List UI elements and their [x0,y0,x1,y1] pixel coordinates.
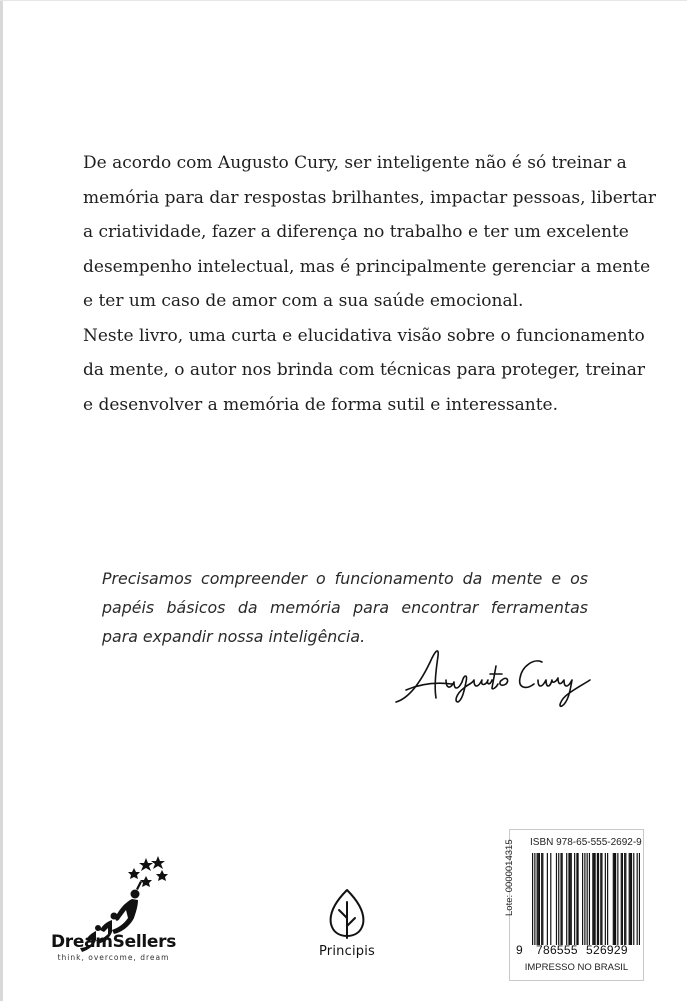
barcode-bar [538,853,539,945]
barcode-bar [622,853,623,945]
synopsis-line: De acordo com Augusto Cury, ser inteligente não é só treinar a [83,153,627,173]
barcode-bar [613,853,614,945]
barcode-bar [592,853,593,945]
synopsis-line: e desenvolver a memória de forma sutil e interessante. [83,394,558,415]
barcode-bar [629,853,630,945]
barcode-bar [547,853,548,945]
quote-line: papéis básicos da memória para encontrar ferramentas [102,598,588,617]
principis-leaf-icon [325,888,369,940]
barcode-bar [614,853,615,945]
barcode-bar [615,853,616,945]
barcode-bar [624,853,625,945]
isbn-barcode [504,829,644,981]
barcode-bar [566,853,567,945]
synopsis-line: da mente, o autor nos brinda com técnicas para proteger, treinar [83,360,646,380]
barcode-bar [539,853,540,945]
isbn-number: ISBN 978-65-555-2692-9 [530,837,642,848]
barcode-bar [605,853,606,945]
barcode-bar [542,853,543,945]
barcode-bar [607,853,608,945]
barcode-bar [568,853,569,945]
barcode-digits-left: 786555 [536,943,578,957]
synopsis-line: a criatividade, fazer a diferença no trabalho e ter um excelente [83,222,629,242]
barcode-bar [562,853,563,945]
barcode-bar [600,853,601,945]
quote-line: Precisamos compreender o funcionamento da mente e os [102,569,588,588]
printed-in-brazil: IMPRESSO NO BRASIL [524,962,629,973]
lot-number: Lote: 0000014315 [504,839,515,916]
barcode-bar [537,853,538,945]
barcode-bar [576,853,577,945]
barcode-bar [532,853,533,945]
barcode-bar [570,853,571,945]
barcode-bar [560,853,561,945]
barcode-digits-right: 526929 [586,943,628,957]
barcode-bar [637,853,638,945]
barcode-bar [617,853,618,945]
barcode-bar [541,853,542,945]
barcode-bar [556,853,557,945]
dreamsellers-name: DreamSellers [50,932,177,952]
barcode-bar [593,853,594,945]
principis-name: Principis [318,944,375,959]
barcode-bar [577,853,578,945]
synopsis-line: desempenho intelectual, mas é principalmente gerenciar a mente [83,256,651,277]
author-signature [392,640,597,710]
barcode-bar [630,853,631,945]
barcode-digit-first: 9 [516,943,523,957]
author-quote [102,564,588,651]
barcode-bar [584,853,585,945]
synopsis-line: Neste livro, uma curta e elucidativa visão sobre o funcionamento [83,325,645,346]
barcode-bar [574,853,575,945]
synopsis-text [83,146,656,422]
page-edge-top [0,0,687,1]
barcode-bar [625,853,626,945]
barcode-bar [633,853,634,945]
page-edge [0,0,3,1001]
barcode-bar [571,853,572,945]
dreamsellers-tagline: think, overcome, dream [57,953,170,962]
synopsis-line: memória para dar respostas brilhantes, impactar pessoas, libertar [83,187,656,208]
barcode-bar [587,853,588,945]
barcode-bar [558,853,559,945]
barcode-bar [534,853,535,945]
quote-line: para expandir nossa inteligência. [102,627,366,646]
barcode-bar [639,853,640,945]
barcode-bar [550,853,551,945]
barcode-bar [582,853,583,945]
barcode-bar [598,853,599,945]
barcode-bar [601,853,602,945]
barcode-bar [621,853,622,945]
barcode-bar [597,853,598,945]
barcode-bar [589,853,590,945]
barcode-bar [595,853,596,945]
barcode-bars [532,853,640,945]
barcode-bar [631,853,632,945]
synopsis-line: e ter um caso de amor com a sua saúde emocional. [83,291,524,311]
